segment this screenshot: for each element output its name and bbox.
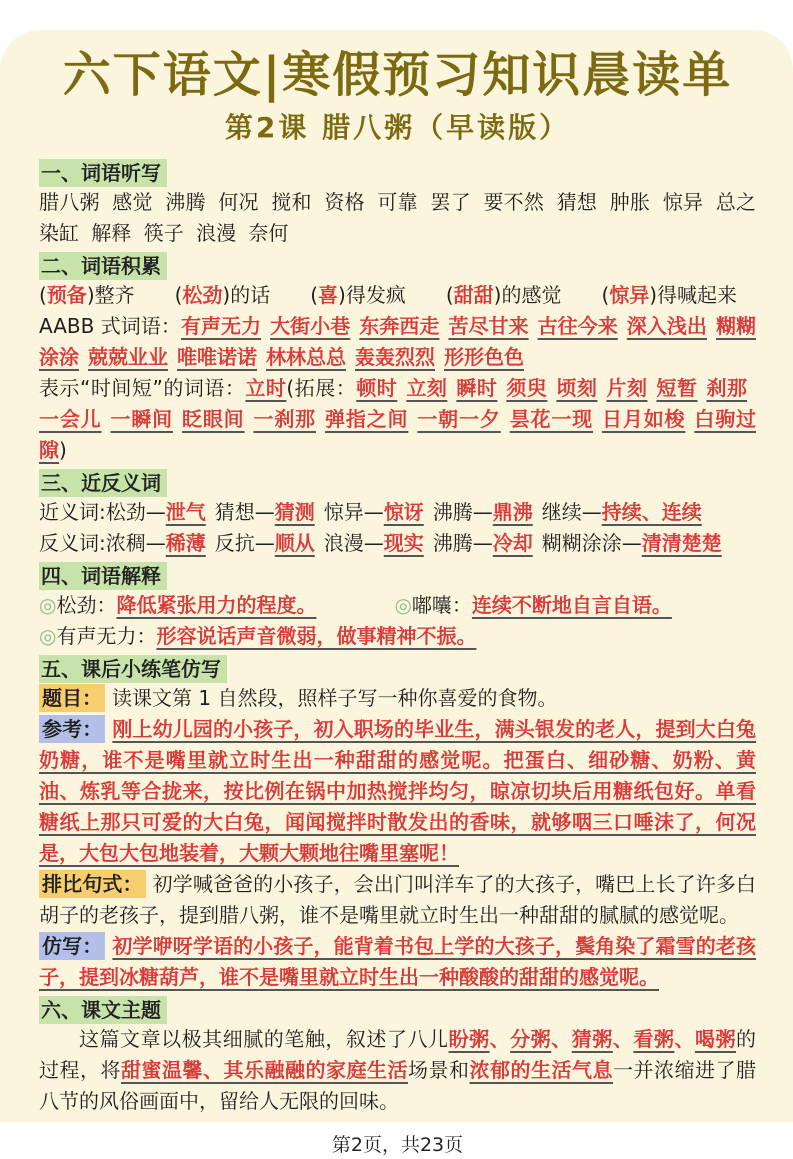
text-segment: 持续、连续 bbox=[601, 500, 702, 524]
section-word-accumulation bbox=[39, 249, 756, 466]
text-segment: 初学咿呀学语的小孩子，能背着书包上学的大孩子，鬓角染了霜雪的老孩子，提到冰糖葫芦，谁不是嘴里就立时生出一种酸酸的甜甜的感觉呢。 bbox=[39, 934, 757, 989]
text-segment: 一刹那 bbox=[253, 407, 316, 431]
section-body bbox=[39, 590, 756, 652]
page-content bbox=[0, 30, 793, 1159]
text-segment: 一并浓缩进了腊八节的风俗画面中，留给人无限的回味。 bbox=[39, 1058, 756, 1113]
text-segment: 片刻 bbox=[606, 376, 648, 400]
text-segment: 松劲 bbox=[182, 283, 223, 307]
text-segment: 排比句式： bbox=[39, 870, 146, 898]
text-segment: 题目： bbox=[39, 684, 105, 712]
text-segment: 初学喊爸爸的小孩子，会出门叫洋车了的大孩子，嘴巴上长了许多白胡子的老孩子，提到腊八粥，谁不是嘴里就立时生出一种甜甜的腻腻的感觉呢。 bbox=[39, 872, 757, 927]
text-segment: 顷刻 bbox=[556, 376, 598, 400]
text-segment: 松劲： bbox=[56, 593, 117, 617]
text-segment: 轰轰烈烈 bbox=[355, 345, 435, 369]
text-segment: 浓郁的生活气息 bbox=[469, 1058, 613, 1082]
text-segment: 唯唯诺诺 bbox=[177, 345, 257, 369]
paragraph bbox=[39, 373, 756, 466]
text-segment: 反义词:浓稠— bbox=[39, 531, 166, 555]
text-segment: 连续不断地自言自语。 bbox=[471, 593, 672, 617]
section-body bbox=[39, 683, 756, 993]
text-segment: AABB 式词语： bbox=[39, 314, 181, 338]
text-segment: 喜 bbox=[318, 283, 339, 307]
text-segment: 现实 bbox=[383, 531, 424, 555]
text-segment: 猜想— bbox=[214, 500, 275, 524]
section-heading: 三、近反义词 bbox=[39, 469, 167, 497]
text-segment: 形形色色 bbox=[444, 345, 524, 369]
section-text-theme bbox=[39, 993, 756, 1117]
text-segment: 甜蜜温馨、其乐融融的家庭生活 bbox=[121, 1058, 408, 1082]
text-segment: (拓展： bbox=[286, 376, 357, 400]
text-segment: 盼粥 bbox=[448, 1027, 490, 1051]
paragraph bbox=[39, 280, 756, 311]
text-segment: 仿写： bbox=[39, 932, 105, 960]
text-segment: 昙花一现 bbox=[509, 407, 594, 431]
section-body bbox=[39, 497, 756, 559]
section-heading: 一、词语听写 bbox=[39, 159, 167, 187]
text-segment: 弹指之间 bbox=[325, 407, 409, 431]
paragraph bbox=[39, 869, 756, 931]
text-segment: 一朝一夕 bbox=[417, 407, 501, 431]
text-segment: 日月如梭 bbox=[602, 407, 686, 431]
paragraph bbox=[39, 497, 756, 528]
section-writing-practice bbox=[39, 652, 756, 993]
text-segment: 读课文第 1 自然段，照样子写一种你喜爱的食物。 bbox=[112, 686, 558, 710]
text-segment: 立刻 bbox=[406, 376, 448, 400]
text-segment: ◎ bbox=[394, 593, 412, 617]
page-number: 第2页，共23页 bbox=[331, 1134, 464, 1156]
text-segment: 、 bbox=[674, 1027, 695, 1051]
text-segment: 降低紧张用力的程度。 bbox=[116, 593, 317, 617]
text-segment: 参考： bbox=[39, 715, 105, 743]
paragraph bbox=[39, 311, 756, 373]
text-segment: 场景和 bbox=[408, 1058, 470, 1082]
text-segment: 有声无力： bbox=[56, 624, 157, 648]
text-segment: 、 bbox=[551, 1027, 572, 1051]
text-segment: 稀薄 bbox=[165, 531, 206, 555]
section-body bbox=[39, 187, 756, 249]
text-segment: 一瞬间 bbox=[110, 407, 173, 431]
text-segment: 形容说话声音微弱，做事精神不振。 bbox=[156, 624, 477, 648]
text-segment: 兢兢业业 bbox=[88, 345, 168, 369]
text-segment: ◎ bbox=[39, 593, 57, 617]
text-segment: 苦尽甘来 bbox=[448, 314, 529, 338]
text-segment: )整齐 ( bbox=[86, 283, 183, 307]
lesson-subtitle: 第2课 腊八粥（早读版） bbox=[224, 111, 571, 144]
text-segment: 、 bbox=[612, 1027, 634, 1051]
paragraph bbox=[39, 187, 756, 249]
text-segment: 继续— bbox=[541, 500, 602, 524]
text-segment: ( bbox=[39, 283, 47, 307]
paragraph bbox=[39, 931, 756, 993]
paragraph bbox=[39, 590, 756, 621]
text-segment: ◎ bbox=[39, 624, 57, 648]
text-segment: 反抗— bbox=[214, 531, 275, 555]
text-segment: 清清楚楚 bbox=[641, 531, 722, 555]
text-segment: 顺从 bbox=[274, 531, 315, 555]
text-segment: 糊糊涂涂— bbox=[541, 531, 642, 555]
text-segment: 泄气 bbox=[165, 500, 206, 524]
section-heading: 六、课文主题 bbox=[39, 996, 167, 1024]
text-segment: 冷却 bbox=[492, 531, 533, 555]
text-segment: 浪漫— bbox=[323, 531, 384, 555]
text-segment: 惊异 bbox=[609, 283, 650, 307]
text-segment: 深入浅出 bbox=[626, 314, 707, 338]
text-segment: 腊八粥 感觉 沸腾 何况 搅和 资格 可靠 罢了 要不然 猜想 肿胀 惊异 总之 染缸 解释 筷子 浪漫 奈何 bbox=[39, 190, 756, 245]
text-segment: 林林总总 bbox=[266, 345, 346, 369]
section-body bbox=[39, 280, 756, 466]
text-segment: )的感觉 ( bbox=[493, 283, 610, 307]
text-segment: )得发疯 ( bbox=[338, 283, 454, 307]
text-segment: 这篇文章以极其细腻的笔触，叙述了八儿 bbox=[79, 1027, 449, 1051]
text-segment: 古往今来 bbox=[537, 314, 618, 338]
text-segment: 喝粥 bbox=[694, 1027, 736, 1051]
text-segment: ) bbox=[59, 438, 67, 462]
paragraph bbox=[39, 683, 756, 714]
text-segment: )的话 ( bbox=[222, 283, 319, 307]
text-segment: 的过程，将 bbox=[39, 1027, 756, 1082]
section-body bbox=[39, 1024, 756, 1117]
text-segment: 近义词:松劲— bbox=[39, 500, 166, 524]
text-segment: 刚上幼儿园的小孩子，初入职场的毕业生，满头银发的老人，提到大白兔奶糖，谁不是嘴里就立时生出一种甜甜的感觉呢。把蛋白、细砂糖、奶粉、黄油、炼乳等合拢来，按比例在锅中加热搅拌均匀，晾凉切块后用糖纸包好。单看糖纸上那只可爱的大白兔，闻闻搅拌时散发出的香味，就够咽三口唾沫了，何况是，大包大包地装着，大颗大颗地往嘴里塞呢！ bbox=[39, 717, 757, 865]
text-segment: 刹那 bbox=[706, 376, 748, 400]
text-segment: 惊异— bbox=[323, 500, 384, 524]
text-segment: )得喊起来 bbox=[649, 283, 738, 307]
text-segment: 沸腾— bbox=[432, 500, 493, 524]
paragraph bbox=[39, 1024, 756, 1117]
text-segment: 惊讶 bbox=[383, 500, 424, 524]
text-segment: 大街小巷 bbox=[270, 314, 351, 338]
section-synonyms-antonyms bbox=[39, 466, 756, 559]
text-segment: 短暂 bbox=[656, 376, 698, 400]
section-heading: 五、课后小练笔仿写 bbox=[39, 655, 227, 683]
text-segment: 白驹过隙 bbox=[39, 407, 757, 462]
section-heading: 四、词语解释 bbox=[39, 562, 167, 590]
text-segment: 立时 bbox=[245, 376, 287, 400]
text-segment: 甜甜 bbox=[453, 283, 494, 307]
page-title: 六下语文|寒假预习知识晨读单 bbox=[62, 47, 733, 103]
text-segment: 表示“时间短”的词语： bbox=[39, 376, 246, 400]
worksheet-page bbox=[0, 30, 793, 1156]
text-segment: 有声无力 bbox=[180, 314, 262, 338]
section-heading: 二、词语积累 bbox=[39, 252, 167, 280]
text-segment: 东奔西走 bbox=[359, 314, 440, 338]
paragraph bbox=[39, 714, 756, 869]
text-segment: 鼎沸 bbox=[492, 500, 533, 524]
text-segment: 预备 bbox=[46, 283, 87, 307]
text-segment: 一会儿 bbox=[39, 407, 102, 431]
section-word-definitions bbox=[39, 559, 756, 652]
text-segment: 猜测 bbox=[274, 500, 315, 524]
text-segment: 瞬时 bbox=[456, 376, 498, 400]
section-word-dictation bbox=[39, 156, 756, 249]
text-segment: 分粥 bbox=[510, 1027, 552, 1051]
text-segment: 眨眼间 bbox=[182, 407, 245, 431]
text-segment: 须臾 bbox=[506, 376, 548, 400]
text-segment: 看粥 bbox=[633, 1027, 675, 1051]
text-segment: 糊糊涂涂 bbox=[39, 314, 757, 369]
paragraph bbox=[39, 621, 756, 652]
paragraph bbox=[39, 528, 756, 559]
text-segment: 猜粥 bbox=[571, 1027, 613, 1051]
text-segment: 沸腾— bbox=[432, 531, 493, 555]
text-segment: 、 bbox=[489, 1027, 511, 1051]
text-segment: 顿时 bbox=[356, 376, 398, 400]
text-segment: 嘟囔： bbox=[411, 593, 472, 617]
